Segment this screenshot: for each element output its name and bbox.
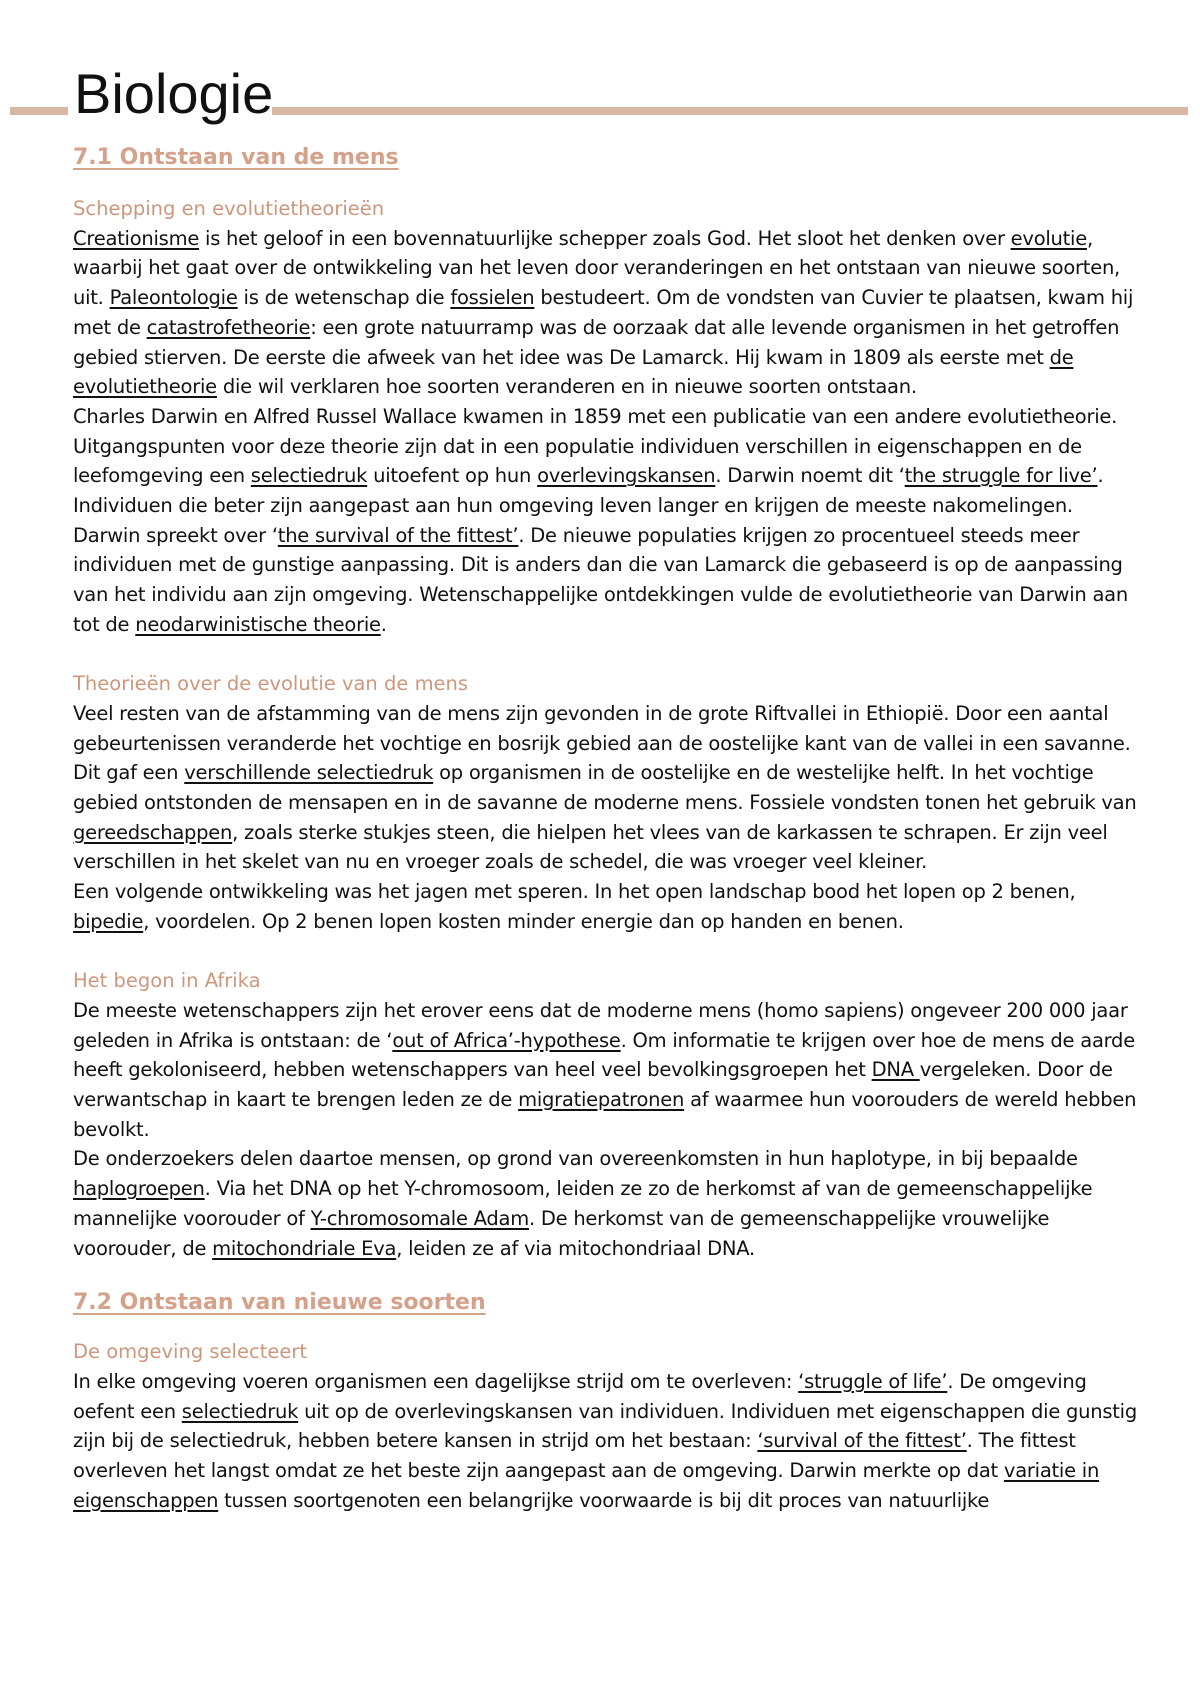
- key-term: verschillende selectiedruk: [184, 761, 434, 785]
- text-run: Een volgende ontwikkeling was het jagen met speren. In het open landschap bood het lopen op 2 benen,: [73, 880, 1076, 904]
- subsection-heading: Het begon in Afrika: [73, 969, 261, 993]
- key-term: haplogroepen: [73, 1177, 205, 1201]
- heading-spacer: [73, 1323, 1139, 1337]
- section-spacer: [73, 1263, 1139, 1283]
- key-term: variatie in eigenschappen: [73, 1459, 1100, 1512]
- subsection-spacer: [73, 640, 1139, 670]
- text-run: . De herkomst van de gemeenschappelijke vrouwelijke voorouder, de: [73, 1206, 1050, 1260]
- paragraph: [73, 699, 1139, 877]
- text-run: De onderzoekers delen daartoe mensen, op grond van overeenkomsten in hun haplotype, in bij bepaalde: [73, 1147, 1078, 1171]
- text-run: bestudeert. Om de vondsten van Cuvier te plaatsen, kwam hij met de: [73, 286, 1134, 339]
- text-run: is de wetenschap die: [237, 286, 451, 310]
- text-run: die wil verklaren hoe soorten veranderen en in nieuwe soorten ontstaan.: [216, 375, 917, 399]
- paragraph: [73, 402, 1139, 640]
- key-term: Y-chromosomale Adam: [310, 1206, 529, 1230]
- document-title-bar: [10, 64, 1188, 124]
- key-term: mitochondriale Eva: [212, 1236, 397, 1260]
- key-term: selectiedruk: [250, 464, 368, 488]
- document-body: [73, 138, 1139, 1516]
- key-term: ‘struggle of life’: [798, 1369, 948, 1393]
- text-run: De meeste wetenschappers zijn het erover eens dat de moderne mens (homo sapiens) ongeveer 200 000 jaar geleden in Afrika is ontstaan: de ‘: [73, 998, 1128, 1052]
- text-run: vergeleken. Door de verwantschap in kaart te brengen leden ze de: [73, 1058, 1113, 1112]
- text-run: Charles Darwin en Alfred Russel Wallace kwamen in 1859 met een publicatie van een andere evolutietheorie. Uitgangspunten voor deze theorie zijn dat in een populatie individuen verschillen in eigenschappen en de leefomgeving een: [73, 404, 1118, 488]
- key-term: neodarwinistische theorie: [135, 612, 381, 636]
- key-term: de evolutietheorie: [73, 345, 1074, 399]
- key-term: migratiepatronen: [518, 1088, 685, 1112]
- title-rule-left: [10, 107, 68, 115]
- paragraph: [73, 224, 1139, 402]
- section-heading: 7.1 Ontstaan van de mens: [73, 145, 399, 170]
- key-term: evolutie: [1010, 226, 1087, 250]
- key-term: selectiedruk: [181, 1399, 299, 1423]
- key-term: overlevingskansen: [537, 464, 716, 488]
- heading-spacer: [73, 178, 1139, 194]
- text-run: In elke omgeving voeren organismen een dagelijkse strijd om te overleven:: [73, 1369, 799, 1393]
- text-run: . Om informatie te krijgen over hoe de mens de aarde heeft gekoloniseerd, hebben wetenschappers van heel veel bevolkingsgroepen het: [73, 1028, 1135, 1082]
- paragraph: [73, 1367, 1139, 1516]
- text-run: , zoals sterke stukjes steen, die hielpen het vlees van de karkassen te schrapen. Er zijn veel verschillen in het skelet van nu en vroeger zoals de schedel, die was vroeger veel kleiner.: [73, 820, 1108, 874]
- key-term: the struggle for live’: [904, 464, 1098, 488]
- text-run: , waarbij het gaat over de ontwikkeling van het leven door veranderingen en het ontstaan van nieuwe soorten, uit.: [73, 226, 1120, 310]
- title-rule-right: [272, 107, 1188, 115]
- paragraph: [73, 1144, 1139, 1263]
- text-run: .: [380, 612, 387, 636]
- key-term: ‘survival of the fittest’: [757, 1429, 967, 1453]
- key-term: Creationisme: [73, 226, 200, 250]
- text-run: af waarmee hun voorouders de wereld hebben bevolkt.: [73, 1088, 1137, 1141]
- text-run: . The fittest overleven het langst omdat ze het beste zijn aangepast aan de omgeving. Darwin merkte op dat: [73, 1429, 1076, 1483]
- key-term: fossielen: [450, 286, 535, 310]
- subsection-heading: De omgeving selecteert: [73, 1340, 307, 1364]
- document-title: Biologie: [74, 62, 274, 125]
- section-heading: 7.2 Ontstaan van nieuwe soorten: [73, 1290, 486, 1316]
- subsection-heading: Theorieën over de evolutie van de mens: [73, 672, 469, 696]
- key-term: bipedie: [73, 909, 144, 933]
- text-run: . De nieuwe populaties krijgen zo procentueel steeds meer individuen met de gunstige aanpassing. Dit is anders dan die van Lamarck die gebaseerd is op de aanpassing van het individu aan zijn omgeving. Wetenschappelijke ontdekkingen vulde de evolutietheorie van Darwin aan tot de: [73, 523, 1128, 636]
- paragraph: [73, 877, 1139, 936]
- key-term: the survival of the fittest’: [277, 523, 519, 547]
- key-term: Paleontologie: [109, 286, 238, 310]
- text-run: tussen soortgenoten een belangrijke voorwaarde is bij dit proces van natuurlijke: [218, 1488, 990, 1512]
- text-run: uitoefent op hun: [367, 464, 538, 488]
- key-term: DNA: [871, 1058, 920, 1082]
- text-run: , voordelen. Op 2 benen lopen kosten minder energie dan op handen en benen.: [143, 909, 904, 933]
- subsection-spacer: [73, 937, 1139, 967]
- text-run: op organismen in de oostelijke en de westelijke helft. In het vochtige gebied ontstonden de mensapen en in de savanne de moderne mens. Fossiele vondsten tonen het gebruik van: [73, 761, 1137, 815]
- text-run: , leiden ze af via mitochondriaal DNA.: [396, 1236, 755, 1260]
- text-run: . Darwin noemt dit ‘: [715, 464, 905, 488]
- text-run: : een grote natuurramp was de oorzaak dat alle levende organismen in het getroffen gebied stierven. De eerste die afweek van het idee was De Lamarck. Hij kwam in 1809 als eerste met: [73, 315, 1120, 369]
- key-term: gereedschappen: [73, 820, 233, 844]
- text-run: . Via het DNA op het Y-chromosoom, leiden ze zo de herkomst af van de gemeenschappelijke mannelijke voorouder of: [73, 1177, 1093, 1230]
- paragraph: [73, 996, 1139, 1145]
- text-run: Veel resten van de afstamming van de mens zijn gevonden in de grote Riftvallei in Ethiopië. Door een aantal gebeurtenissen veranderde het vochtige en bosrijk gebied aan de oostelijke kant van de vallei in een savanne. Dit gaf een: [73, 701, 1131, 785]
- subsection-heading: Schepping en evolutietheorieën: [73, 197, 385, 220]
- text-run: is het geloof in een bovennatuurlijke schepper zoals God. Het sloot het denken over: [199, 226, 1011, 250]
- key-term: catastrofetheorie: [146, 315, 311, 339]
- text-run: . Individuen die beter zijn aangepast aan hun omgeving leven langer en krijgen de meeste nakomelingen. Darwin spreekt over ‘: [73, 464, 1104, 547]
- text-run: uit op de overlevingskansen van individuen. Individuen met eigenschappen die gunstig zijn bij de selectiedruk, hebben betere kansen in strijd om het bestaan:: [73, 1399, 1137, 1453]
- text-run: . De omgeving oefent een: [73, 1369, 1087, 1423]
- key-term: out of Africa’-hypothese: [392, 1028, 621, 1052]
